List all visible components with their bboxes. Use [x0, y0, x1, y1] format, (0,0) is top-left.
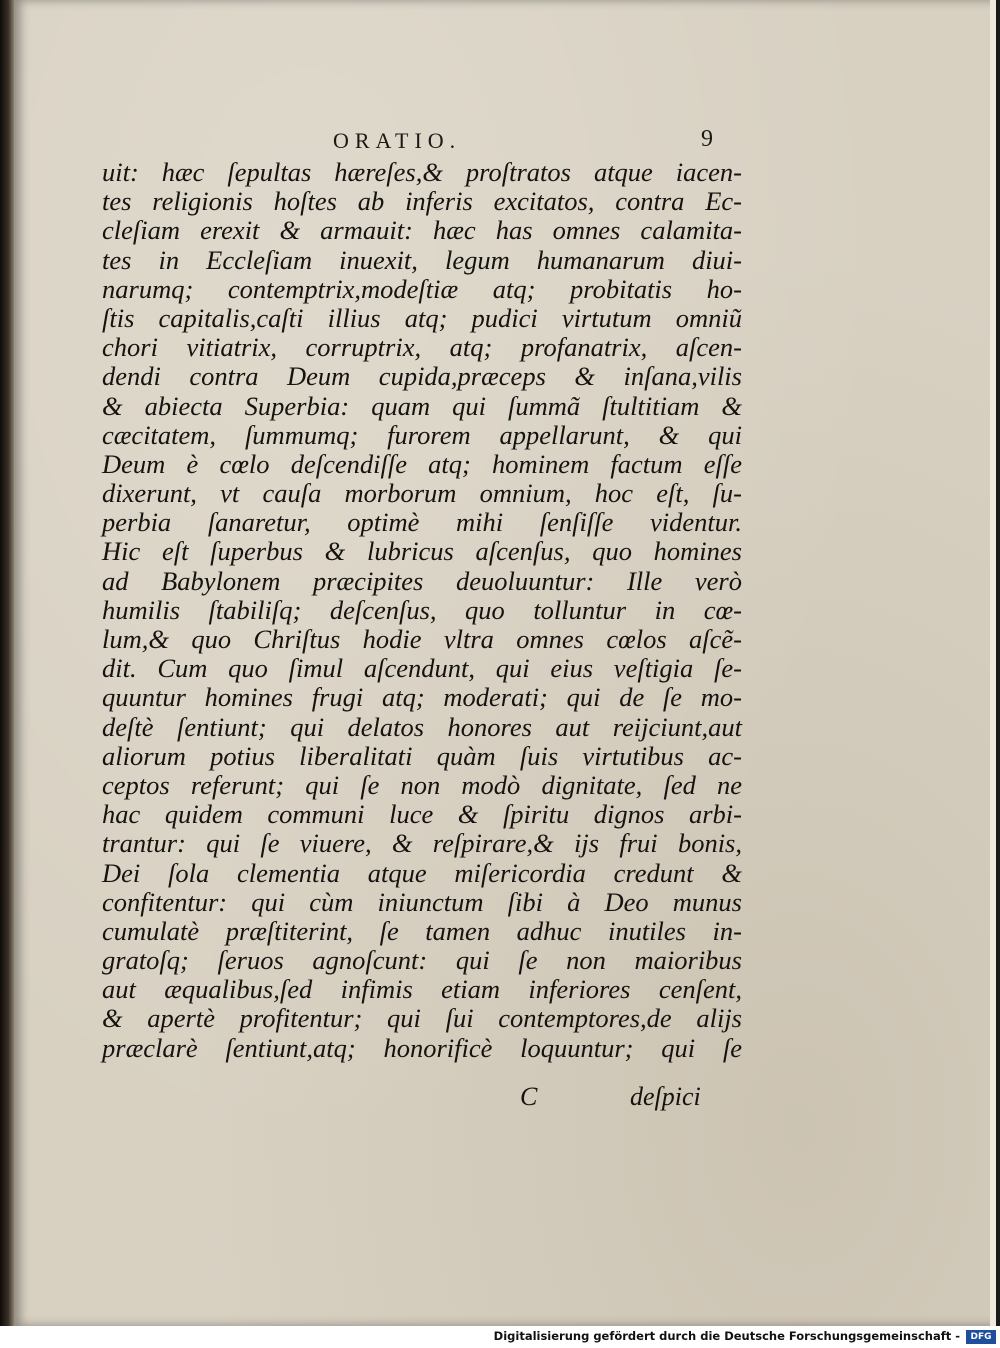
text-line: aut æqualibus,ſed infimis etiam inferiores cenſent,: [102, 974, 742, 1005]
catchword: deſpici: [630, 1082, 701, 1111]
funding-credit: Digitalisierung gefördert durch die Deutsche Forschungsgemeinschaft -: [493, 1329, 960, 1343]
text-line: deſtè ſentiunt; qui delatos honores aut reijciunt,aut: [102, 711, 742, 742]
page-footer: [102, 1082, 722, 1112]
text-line: cæcitatem, ſummumq; furorem appellarunt, & qui: [102, 419, 742, 450]
text-line: Hic eſt ſuperbus & lubricus aſcenſus, quo homines: [102, 536, 742, 567]
text-line: & apertè profitentur; qui ſui contemptores,de alijs: [102, 1003, 742, 1034]
page-edge: [990, 0, 996, 1326]
text-line: Deum è cœlo deſcendiſſe atq; hominem factum eſſe: [102, 448, 742, 479]
digitization-credit-bar: [0, 1326, 1000, 1348]
text-line: Dei ſola clementia atque miſericordia credunt &: [102, 857, 742, 888]
signature-mark: C: [520, 1082, 538, 1111]
text-line: aliorum potius liberalitati quàm ſuis virtutibus ac-: [102, 740, 742, 771]
text-line: humilis ſtabiliſq; deſcenſus, quo tolluntur in cœ-: [102, 594, 742, 625]
running-title: ORATIO.: [333, 128, 462, 153]
text-line: hac quidem communi luce & ſpiritu dignos arbi-: [102, 799, 742, 830]
text-line: quuntur homines frugi atq; moderati; qui de ſe mo-: [102, 682, 742, 713]
text-line: perbia ſanaretur, optimè mihi ſenſiſſe videntur.: [102, 507, 742, 538]
text-line: chori vitiatrix, corruptrix, atq; profanatrix, aſcen-: [102, 332, 742, 363]
text-line: ceptos referunt; qui ſe non modò dignitate, ſed ne: [102, 769, 742, 800]
text-line: ſtis capitalis,caſti illius atq; pudici virtutum omniũ: [102, 302, 742, 333]
text-line: cleſiam erexit & armauit: hæc has omnes calamita-: [102, 215, 742, 246]
text-line: confitentur: qui cùm iniunctum ſibi à Deo munus: [102, 886, 742, 917]
text-line: gratoſq; ſeruos agnoſcunt: qui ſe non maioribus: [102, 945, 742, 976]
page-number: 9: [701, 126, 713, 152]
dfg-logo[interactable]: DFG: [966, 1330, 996, 1344]
page-header: [325, 128, 725, 158]
text-line: tes in Eccleſiam inuexit, legum humanarum diui-: [102, 244, 742, 275]
text-line: præclarè ſentiunt,atq; honorificè loquuntur; qui ſe: [102, 1032, 742, 1063]
text-line: narumq; contemptrix,modeſtiæ atq; probitatis ho-: [102, 273, 742, 304]
text-line: dixerunt, vt cauſa morborum omnium, hoc eſt, ſu-: [102, 478, 742, 509]
text-line: lum,& quo Chriſtus hodie vltra omnes cœlos aſcẽ-: [102, 624, 742, 654]
text-line: dendi contra Deum cupida,præceps & inſana,vilis: [102, 361, 742, 392]
book-spine-shadow: [0, 0, 14, 1326]
text-line: trantur: qui ſe viuere, & reſpirare,& ijs frui bonis,: [102, 828, 742, 859]
body-text: [102, 158, 742, 1063]
text-line: tes religionis hoſtes ab inferis excitatos, contra Ec-: [102, 186, 742, 217]
text-line: ad Babylonem præcipites deuoluuntur: Ille verò: [102, 565, 742, 596]
text-line: dit. Cum quo ſimul aſcendunt, qui eius veſtigia ſe-: [102, 653, 742, 684]
text-line: & abiecta Superbia: quam qui ſummã ſtultitiam &: [102, 390, 742, 421]
text-line: cumulatè præſtiterint, ſe tamen adhuc inutiles in-: [102, 915, 742, 946]
text-line: uit: hæc ſepultas hæreſes,& proſtratos atque iacen-: [102, 157, 742, 187]
